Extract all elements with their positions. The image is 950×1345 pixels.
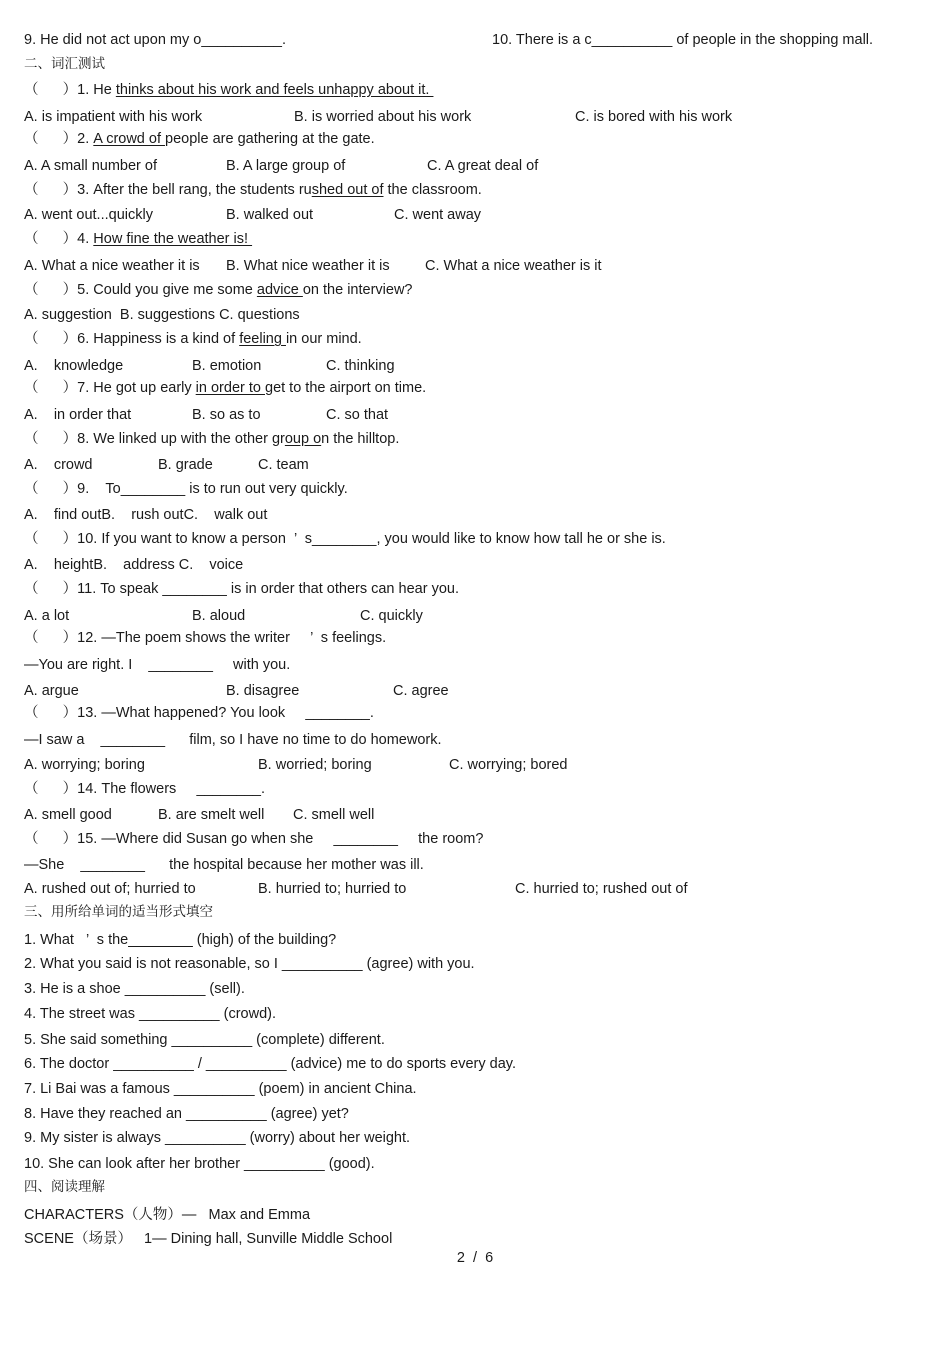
option-a: A. worrying; boring [24, 757, 145, 773]
option-b: B. grade [158, 457, 213, 473]
vocab-question-10: （ ）10. If you want to know a person ’ s________, you would like to know how tall he or she is. [24, 531, 666, 547]
option-b: B. walked out [226, 207, 314, 223]
vocab-question-4: （ ）4. How fine the weather is! [24, 231, 253, 247]
option-a: A. crowd [24, 457, 93, 473]
page-number: 2 / 6 [456, 1250, 494, 1266]
vocab-question-12: （ ）12. —The poem shows the writer ’ s feelings. [24, 630, 387, 646]
word-form-question-9: 9. My sister is always __________ (worry) about her weight. [24, 1130, 411, 1146]
option-b: B. hurried to; hurried to [258, 881, 407, 897]
option-c: C. worrying; bored [449, 757, 568, 773]
option-b: B. aloud [192, 608, 246, 624]
dialogue-line: —I saw a ________ film, so I have no time to do homework. [24, 732, 442, 748]
options-line: A. suggestion B. suggestions C. questions [24, 307, 300, 323]
option-c: C. hurried to; rushed out of [515, 881, 688, 897]
options-line: A. find outB. rush outC. walk out [24, 507, 268, 523]
option-a: A. knowledge [24, 358, 124, 374]
vocab-question-7: （ ）7. He got up early in order to get to the airport on time. [24, 380, 427, 396]
option-a: A. went out...quickly [24, 207, 153, 223]
section-2-title: 二、词汇测试 [24, 56, 105, 72]
option-c: C. thinking [326, 358, 395, 374]
section-4-title: 四、阅读理解 [24, 1179, 105, 1195]
option-c: C. went away [394, 207, 482, 223]
option-a: A. A small number of [24, 158, 157, 174]
vocab-question-11: （ ）11. To speak ________ is in order that others can hear you. [24, 581, 459, 597]
section-3-title: 三、用所给单词的适当形式填空 [24, 904, 213, 920]
word-form-question-7: 7. Li Bai was a famous __________ (poem) in ancient China. [24, 1081, 417, 1097]
option-c: C. team [258, 457, 309, 473]
option-a: A. is impatient with his work [24, 109, 203, 125]
option-a: A. argue [24, 683, 79, 699]
dialogue-line: —You are right. I ________ with you. [24, 657, 291, 673]
vocab-question-1: （ ）1. He thinks about his work and feels unhappy about it. [24, 82, 434, 98]
vocab-question-9: （ ）9. To________ is to run out very quickly. [24, 481, 348, 497]
word-form-question-4: 4. The street was __________ (crowd). [24, 1006, 277, 1022]
question-10-fill: 10. There is a c__________ of people in the shopping mall. [492, 32, 874, 48]
option-b: B. emotion [192, 358, 262, 374]
option-c: C. so that [326, 407, 389, 423]
option-a: A. in order that [24, 407, 132, 423]
option-a: A. smell good [24, 807, 112, 823]
word-form-question-10: 10. She can look after her brother __________ (good). [24, 1156, 375, 1172]
option-b: B. What nice weather it is [226, 258, 390, 274]
word-form-question-1: 1. What ’ s the________ (high) of the building? [24, 932, 337, 948]
word-form-question-8: 8. Have they reached an __________ (agree) yet? [24, 1106, 349, 1122]
option-b: B. disagree [226, 683, 300, 699]
vocab-question-8: （ ）8. We linked up with the other group on the hilltop. [24, 431, 400, 447]
option-c: C. What a nice weather is it [425, 258, 602, 274]
word-form-question-3: 3. He is a shoe __________ (sell). [24, 981, 245, 997]
vocab-question-3: （ ）3. After the bell rang, the students rushed out of the classroom. [24, 182, 482, 198]
question-9-fill: 9. He did not act upon my o__________. [24, 32, 286, 48]
dialogue-line: —She ________ the hospital because her mother was ill. [24, 857, 424, 873]
option-a: A. a lot [24, 608, 70, 624]
scene-line: SCENE（场景） 1— Dining hall, Sunville Middle School [24, 1231, 393, 1247]
option-c: C. agree [393, 683, 449, 699]
option-a: A. rushed out of; hurried to [24, 881, 196, 897]
option-b: B. is worried about his work [294, 109, 472, 125]
word-form-question-2: 2. What you said is not reasonable, so I __________ (agree) with you. [24, 956, 475, 972]
option-c: C. quickly [360, 608, 423, 624]
vocab-question-5: （ ）5. Could you give me some advice on the interview? [24, 282, 413, 298]
option-b: B. so as to [192, 407, 261, 423]
word-form-question-6: 6. The doctor __________ / __________ (advice) me to do sports every day. [24, 1056, 516, 1072]
option-c: C. is bored with his work [575, 109, 733, 125]
options-line: A. heightB. address C. voice [24, 557, 244, 573]
option-c: C. smell well [293, 807, 375, 823]
vocab-question-15: （ ）15. —Where did Susan go when she ________ the room? [24, 831, 484, 847]
vocab-question-2: （ ）2. A crowd of people are gathering at the gate. [24, 131, 375, 147]
option-b: B. are smelt well [158, 807, 265, 823]
option-b: B. A large group of [226, 158, 346, 174]
characters-line: CHARACTERS（人物）— Max and Emma [24, 1207, 311, 1223]
option-c: C. A great deal of [427, 158, 539, 174]
vocab-question-13: （ ）13. —What happened? You look ________. [24, 705, 374, 721]
vocab-question-14: （ ）14. The flowers ________. [24, 781, 265, 797]
option-a: A. What a nice weather it is [24, 258, 200, 274]
vocab-question-6: （ ）6. Happiness is a kind of feeling in our mind. [24, 331, 362, 347]
option-b: B. worried; boring [258, 757, 372, 773]
word-form-question-5: 5. She said something __________ (complete) different. [24, 1032, 385, 1048]
